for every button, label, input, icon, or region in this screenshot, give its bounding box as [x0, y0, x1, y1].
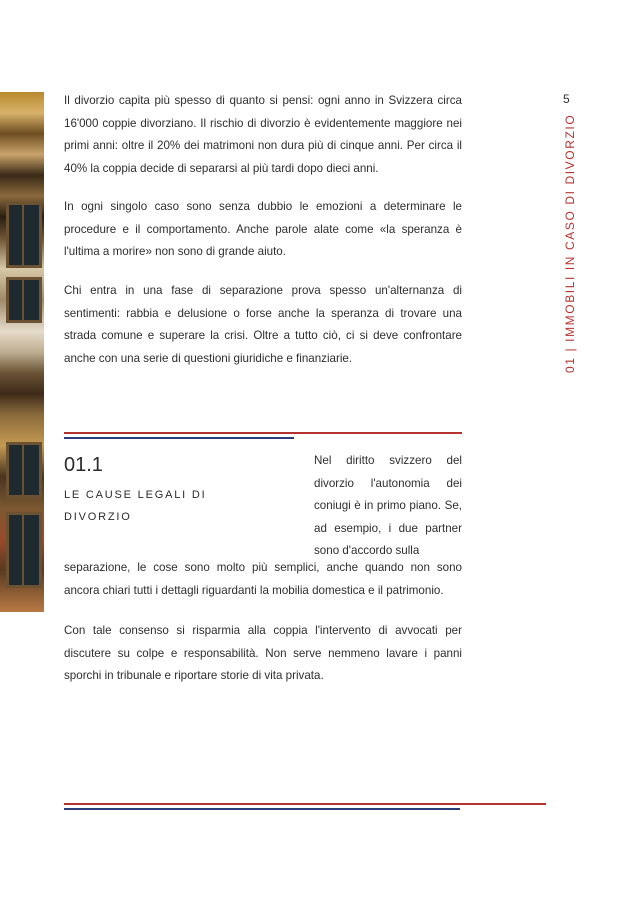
- divider-red: [64, 432, 462, 434]
- side-title: 01 | IMMOBILI IN CASO DI DIVORZIO: [563, 113, 577, 373]
- section-number: 01.1: [64, 454, 103, 476]
- intro-paragraph-2: In ogni singolo caso sono senza dubbio le emozioni a determinare le procedure e il comportamento. Anche parole alate come «la speranza è l'ultima a morire» non sono di grande aiuto.: [64, 200, 462, 258]
- intro-paragraph-1: Il divorzio capita più spesso di quanto si pensi: ogni anno in Svizzera circa 16'000 coppie divorziano. Il rischio di divorzio è evidentemente maggiore nei primi anni: oltre il 20% dei matrimoni non dura più di cinque anni. Per circa il 40% la coppia decide di separarsi al più tardi dopo dieci anni.: [64, 94, 462, 175]
- section-title: LE CAUSE LEGALI DI DIVORZIO: [64, 489, 207, 523]
- intro-paragraph-3: Chi entra in una fase di separazione prova spesso un'alternanza di sentimenti: rabbia e delusione o forse anche la speranza di trovare una strada comune e superare la crisi. Oltre a tutto ciò, ci si deve confrontare anche con una serie di questioni giuridiche e finanziarie.: [64, 284, 462, 365]
- section-paragraph-1-side: Nel diritto svizzero del divorzio l'autonomia dei coniugi è in primo piano. Se, ad esempio, i due partner sono d'accordo sulla: [314, 454, 462, 557]
- window-detail: [6, 202, 42, 268]
- window-detail: [6, 277, 42, 323]
- window-detail: [6, 512, 42, 588]
- footer-divider-blue: [64, 808, 460, 810]
- window-detail: [6, 442, 42, 498]
- divider-blue: [64, 437, 294, 439]
- section-paragraph-1-full: separazione, le cose sono molto più semplici, anche quando non sono ancora chiari tutti i dettagli riguardanti la mobilia domestica e il patrimonio.: [64, 561, 462, 597]
- section-paragraph-2: Con tale consenso si risparmia alla coppia l'intervento di avvocati per discutere su colpe e responsabilità. Non serve nemmeno lavare i panni sporchi in tribunale e riportare storie di vita privata.: [64, 624, 462, 682]
- architecture-photo: [0, 92, 44, 612]
- footer-divider-red: [64, 803, 546, 805]
- page-number: 5: [563, 92, 570, 106]
